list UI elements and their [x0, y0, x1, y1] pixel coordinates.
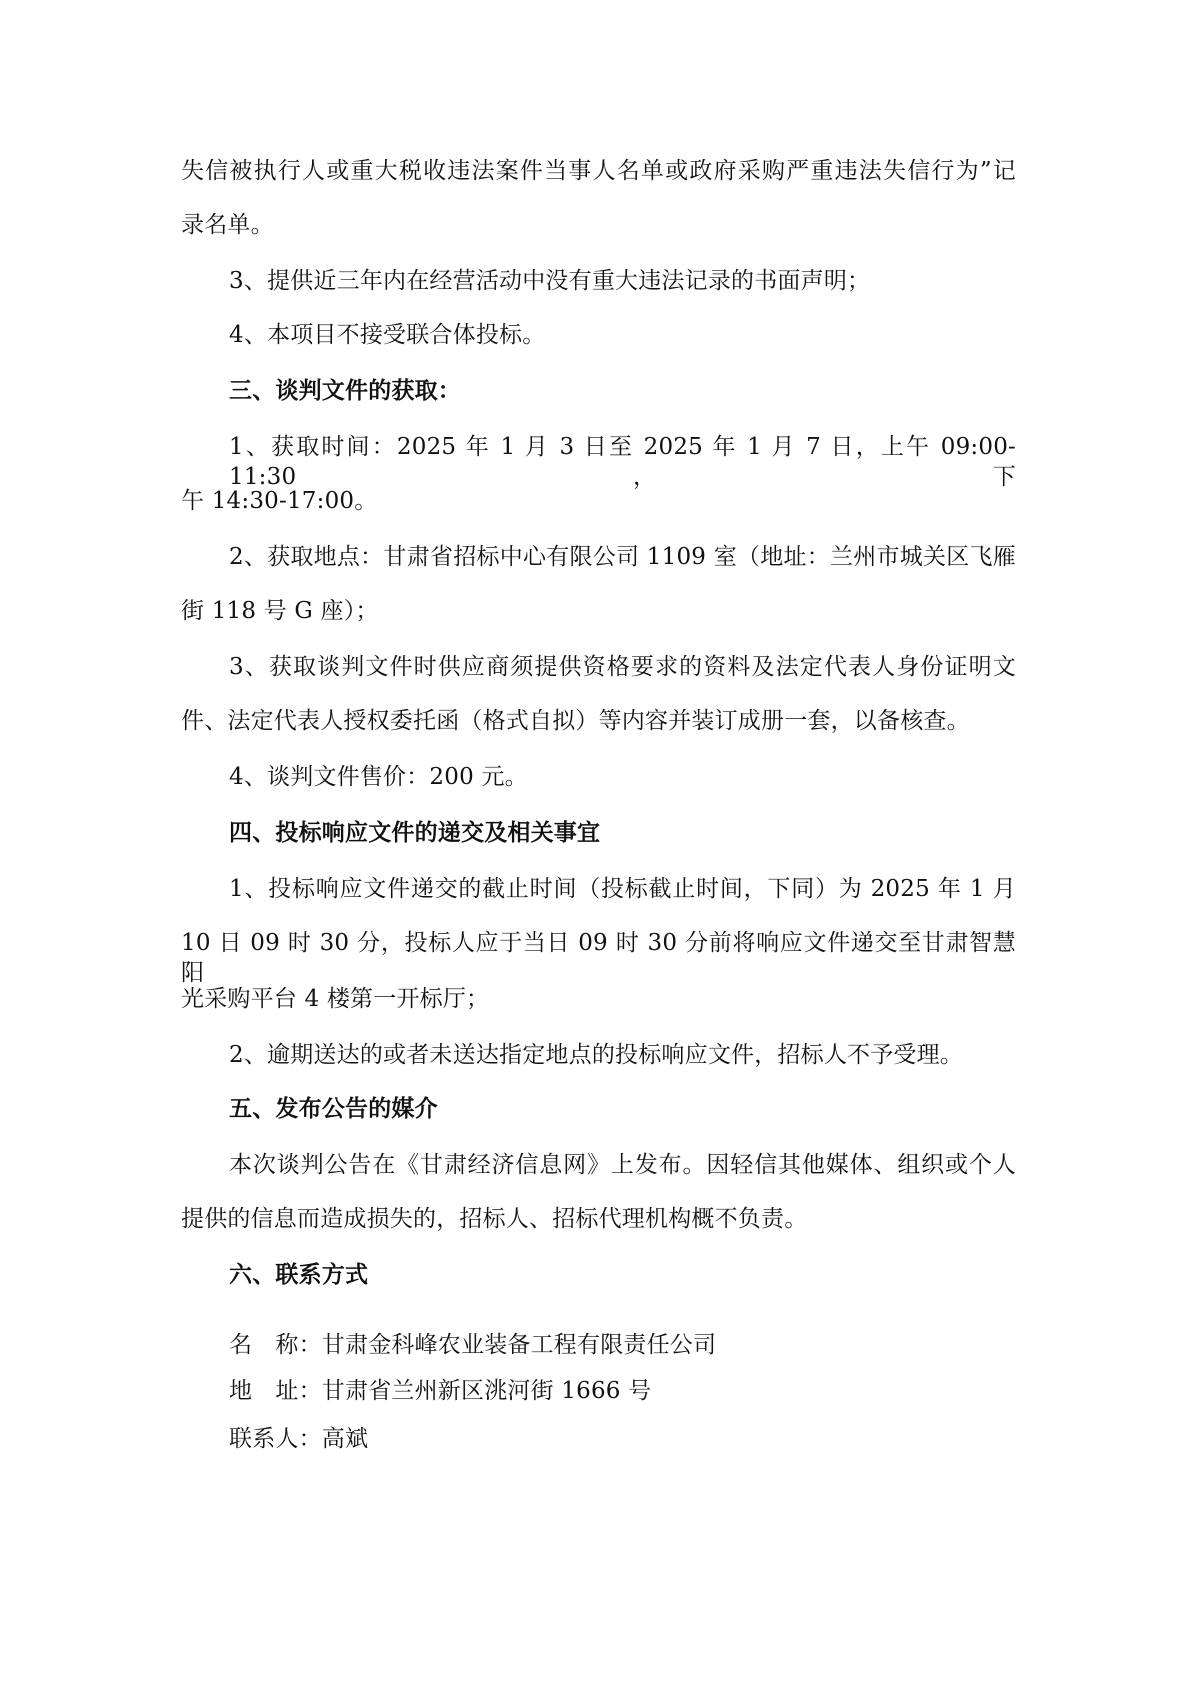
list-item: 1、获取时间：2025 年 1 月 3 日至 2025 年 1 月 7 日，上午 09:00-11:30，下	[229, 434, 1016, 490]
paragraph-line: 件、法定代表人授权委托函（格式自拟）等内容并装订成册一套，以备核查。	[181, 708, 970, 734]
paragraph-line: 提供的信息而造成损失的，招标人、招标代理机构概不负责。	[181, 1206, 808, 1232]
paragraph-line: 光采购平台 4 楼第一开标厅；	[181, 986, 490, 1012]
list-item: 4、谈判文件售价：200 元。	[229, 764, 528, 790]
list-item: 4、本项目不接受联合体投标。	[229, 322, 546, 348]
section-heading: 五、发布公告的媒介	[229, 1095, 438, 1122]
section-heading: 三、谈判文件的获取：	[229, 377, 461, 404]
list-item: 3、提供近三年内在经营活动中没有重大违法记录的书面声明；	[229, 268, 871, 294]
list-item: 2、获取地点：甘肃省招标中心有限公司 1109 室（地址：兰州市城关区飞雁	[229, 544, 1016, 570]
paragraph-line: 午 14:30-17:00。	[181, 488, 378, 514]
contact-person: 联系人：高斌	[229, 1426, 369, 1452]
paragraph-line: 街 118 号 G 座）；	[181, 598, 379, 624]
section-heading: 四、投标响应文件的递交及相关事宜	[229, 819, 601, 846]
section-heading: 六、联系方式	[229, 1261, 369, 1288]
contact-address: 地 址：甘肃省兰州新区洮河街 1666 号	[229, 1378, 652, 1404]
list-item: 2、逾期送达的或者未送达指定地点的投标响应文件，招标人不予受理。	[229, 1042, 964, 1068]
paragraph-line: 录名单。	[181, 212, 274, 238]
paragraph-line: 10 日 09 时 30 分，投标人应于当日 09 时 30 分前将响应文件递交至甘肃智慧阳	[181, 930, 1016, 986]
list-item: 3、获取谈判文件时供应商须提供资格要求的资料及法定代表人身份证明文	[229, 654, 1016, 680]
contact-name: 名 称：甘肃金科峰农业装备工程有限责任公司	[229, 1332, 717, 1358]
list-item: 1、投标响应文件递交的截止时间（投标截止时间，下同）为 2025 年 1 月	[229, 876, 1016, 902]
paragraph-line: 本次谈判公告在《甘肃经济信息网》上发布。因轻信其他媒体、组织或个人	[229, 1152, 1016, 1178]
paragraph-line: 失信被执行人或重大税收违法案件当事人名单或政府采购严重违法失信行为”记	[181, 158, 1016, 184]
